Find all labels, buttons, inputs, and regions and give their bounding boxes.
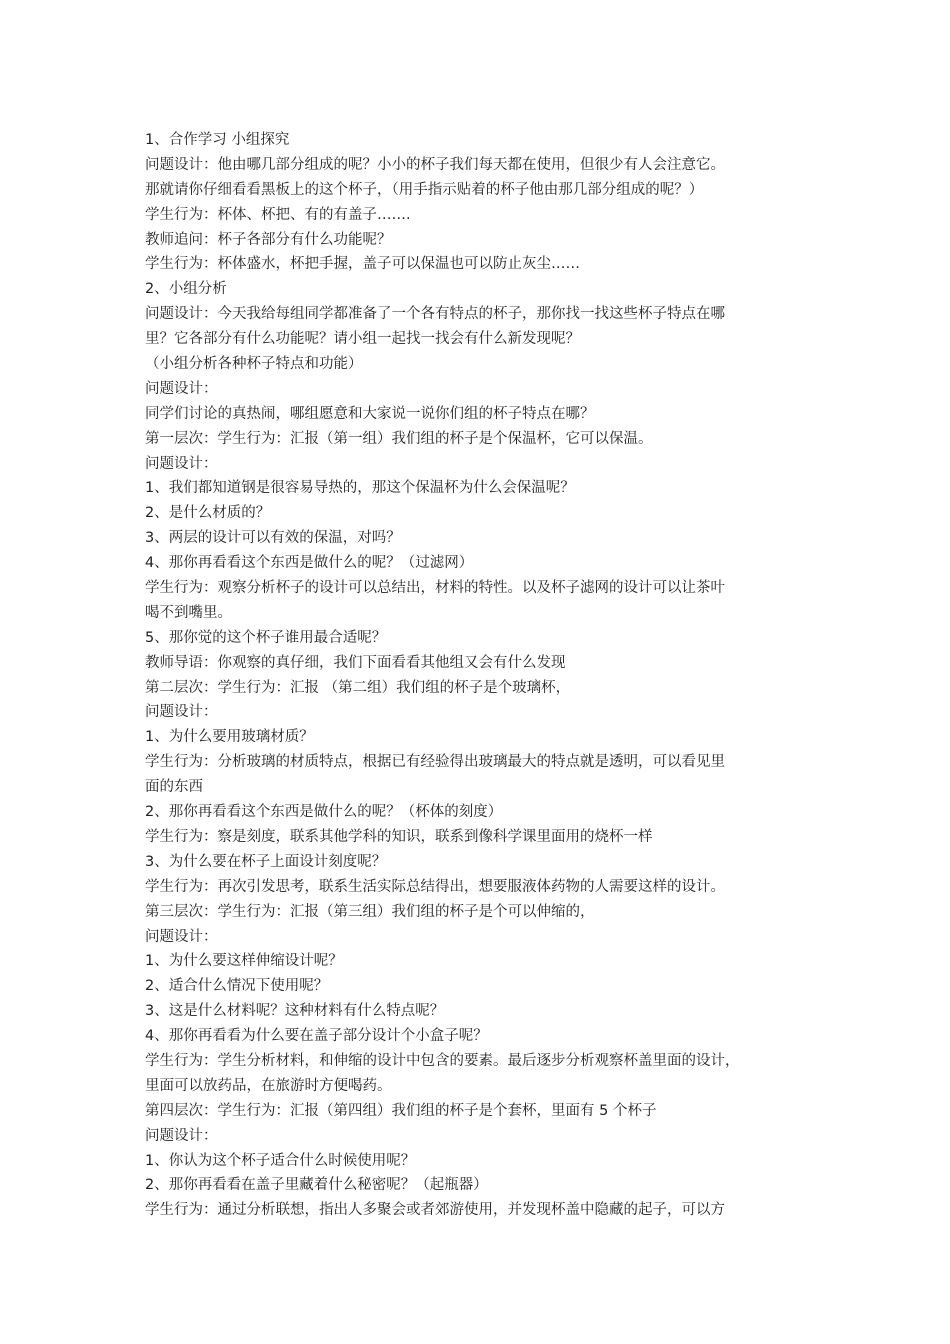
- text-line: 学生行为：学生分析材料，和伸缩的设计中包含的要素。最后逐步分析观察杯盖里面的设计，: [145, 1052, 740, 1069]
- text-line: 学生行为：观察分析杯子的设计可以总结出，材料的特性。以及杯子滤网的设计可以让茶叶: [145, 580, 725, 597]
- text-line: 第三层次：学生行为：汇报（第三组）我们组的杯子是个可以伸缩的，: [145, 903, 595, 920]
- text-line: （小组分析各种杯子特点和功能）: [145, 356, 363, 373]
- text-line: 1、为什么要这样伸缩设计呢？: [145, 953, 343, 970]
- text-line: 问题设计：: [145, 455, 218, 472]
- text-line: 问题设计：: [145, 1127, 218, 1144]
- text-line: 1、我们都知道钢是很容易导热的，那这个保温杯为什么会保温呢？: [145, 480, 575, 497]
- text-line: 1、合作学习 小组探究: [145, 132, 290, 148]
- text-line: 学生行为：分析玻璃的材质特点，根据已有经验得出玻璃最大的特点就是透明，可以看见里: [145, 754, 725, 771]
- text-line: 学生行为：再次引发思考，联系生活实际总结得出，想要服液体药物的人需要这样的设计。: [145, 878, 725, 895]
- text-line: 学生行为：察是刻度，联系其他学科的知识，联系到像科学课里面用的烧杯一样: [145, 828, 653, 845]
- text-line: 5、那你觉的这个杯子谁用最合适呢？: [145, 629, 387, 646]
- text-line: 3、这是什么材料呢？这种材料有什么特点呢？: [145, 1003, 445, 1020]
- text-line: 2、那你再看看在盖子里藏着什么秘密呢？（起瓶器）: [145, 1177, 488, 1194]
- text-line: 问题设计：今天我给每组同学都准备了一个各有特点的杯子，那你找一找这些杯子特点在哪: [145, 306, 725, 323]
- text-line: 第二层次：学生行为：汇报 （第二组）我们组的杯子是个玻璃杯，: [145, 679, 571, 696]
- text-line: 2、适合什么情况下使用呢？: [145, 978, 329, 995]
- text-line: 问题设计：: [145, 928, 218, 945]
- text-line: 喝不到嘴里。: [145, 604, 232, 621]
- text-line: 第一层次：学生行为：汇报（第一组）我们组的杯子是个保温杯，它可以保温。: [145, 430, 653, 447]
- text-line: 第四层次：学生行为：汇报（第四组）我们组的杯子是个套杯，里面有 5 个杯子: [145, 1102, 657, 1119]
- document-body: [145, 128, 815, 1223]
- text-line: 问题设计：: [145, 704, 218, 721]
- text-line: 里？它各部分有什么功能呢？请小组一起找一找会有什么新发现呢？: [145, 331, 580, 348]
- text-line: 3、两层的设计可以有效的保温，对吗？: [145, 530, 401, 547]
- text-line: 1、你认为这个杯子适合什么时候使用呢？: [145, 1152, 416, 1169]
- text-line: 面的东西: [145, 779, 203, 796]
- text-line: 4、那你再看看这个东西是做什么的呢？（过滤网）: [145, 555, 474, 572]
- text-line: 学生行为：通过分析联想，指出人多聚会或者郊游使用，并发现杯盖中隐藏的起子，可以方: [145, 1202, 725, 1219]
- text-line: 学生行为：杯体、杯把、有的有盖子…….: [145, 206, 411, 223]
- text-line: 学生行为：杯体盛水，杯把手握，盖子可以保温也可以防止灰尘……: [145, 256, 580, 273]
- text-line: 2、那你再看看这个东西是做什么的呢？（杯体的刻度）: [145, 804, 503, 821]
- text-line: 教师导语：你观察的真仔细，我们下面看看其他组又会有什么发现: [145, 654, 566, 671]
- text-line: 同学们讨论的真热闹，哪组愿意和大家说一说你们组的杯子特点在哪？: [145, 405, 595, 422]
- text-line: 2、是什么材质的？: [145, 505, 271, 522]
- text-line: 里面可以放药品，在旅游时方便喝药。: [145, 1077, 392, 1094]
- text-line: 2、小组分析: [145, 281, 227, 298]
- text-line: 4、那你再看看为什么要在盖子部分设计个小盒子呢？: [145, 1028, 488, 1045]
- text-line: 问题设计：他由哪几部分组成的呢？小小的杯子我们每天都在使用，但很少有人会注意它。: [145, 156, 725, 173]
- text-line: 那就请你仔细看看黑板上的这个杯子，（用手指示贴着的杯子他由那几部分组成的呢？）: [145, 181, 704, 198]
- text-line: 教师追问：杯子各部分有什么功能呢？: [145, 231, 392, 248]
- text-line: 1、为什么要用玻璃材质？: [145, 729, 314, 746]
- text-line: 问题设计：: [145, 380, 218, 397]
- text-line: 3、为什么要在杯子上面设计刻度呢？: [145, 853, 387, 870]
